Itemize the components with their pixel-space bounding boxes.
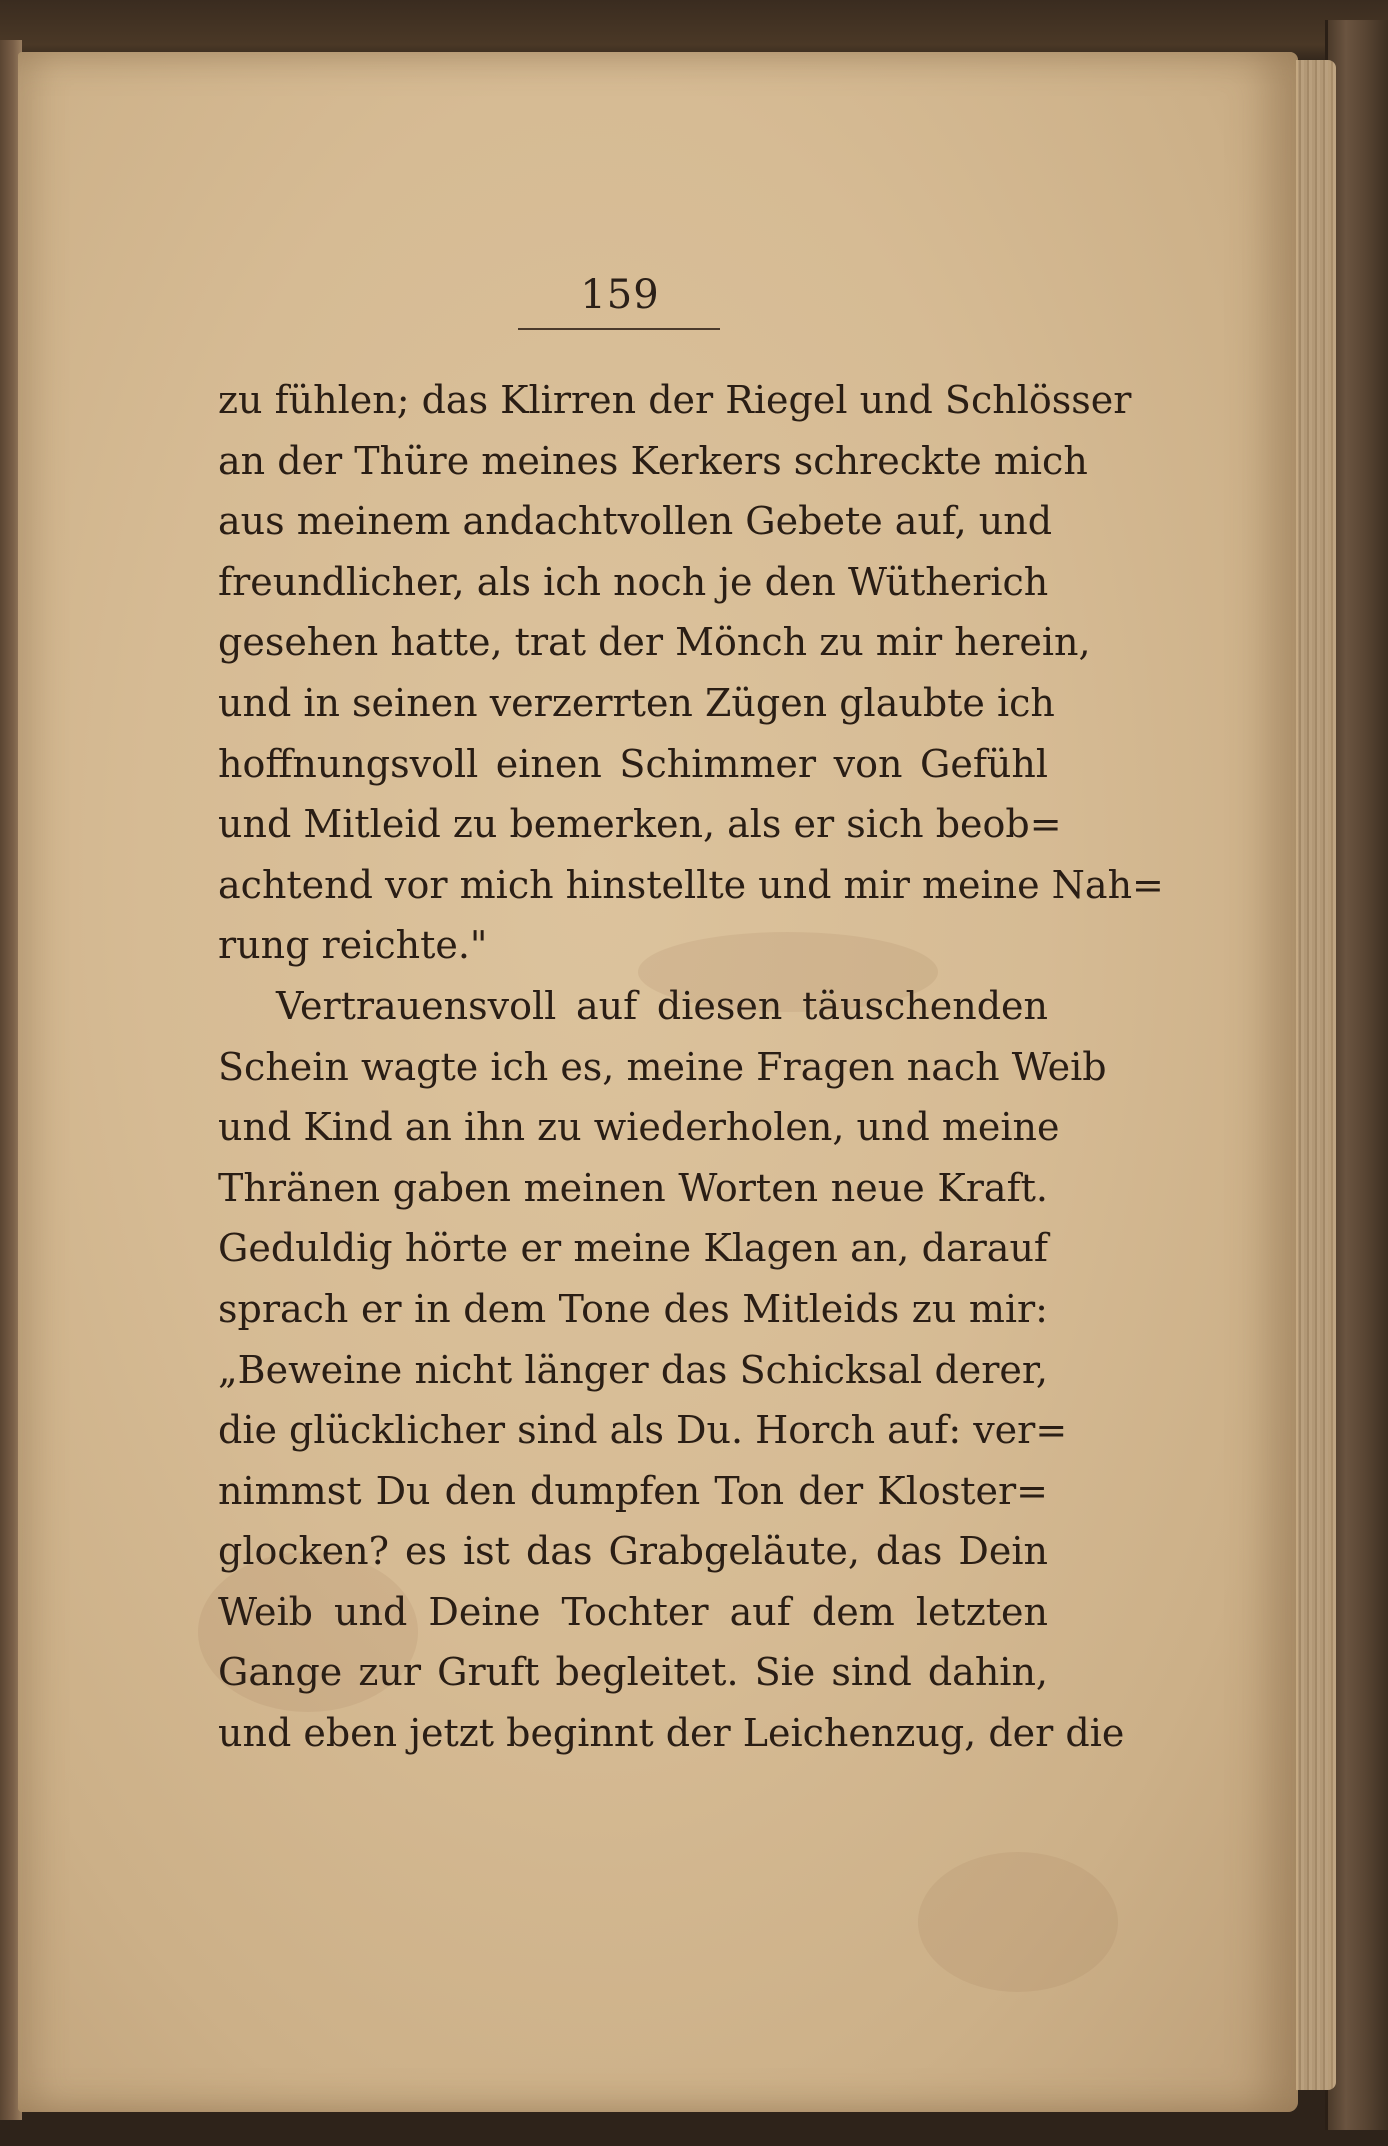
text-line: Geduldig hörte er meine Klagen an, darauf bbox=[218, 1226, 1048, 1271]
text-line: nimmst Du den dumpfen Ton der Kloster= bbox=[218, 1468, 1048, 1513]
text-line: glocken? es ist das Grabgeläute, das Dein bbox=[218, 1529, 1048, 1574]
text-line: „Beweine nicht länger das Schicksal derer, bbox=[218, 1347, 1048, 1392]
page-edges bbox=[1296, 60, 1336, 2090]
text-line: und eben jetzt beginnt der Leichenzug, der die bbox=[218, 1711, 1125, 1756]
paper-stain bbox=[918, 1852, 1118, 1992]
text-line: und Kind an ihn zu wiederholen, und meine bbox=[218, 1105, 1060, 1150]
text-line: freundlicher, als ich noch je den Wütherich bbox=[218, 559, 1049, 604]
text-line: rung reichte." bbox=[218, 923, 488, 968]
text-line: aus meinem andachtvollen Gebete auf, und bbox=[218, 499, 1053, 544]
text-line: hoffnungsvoll einen Schimmer von Gefühl bbox=[218, 741, 1048, 786]
body-text bbox=[218, 370, 1164, 1764]
header-rule bbox=[518, 328, 720, 330]
page-number: 159 bbox=[580, 272, 660, 318]
text-line: Thränen gaben meinen Worten neue Kraft. bbox=[218, 1165, 1048, 1210]
text-line: sprach er in dem Tone des Mitleids zu mir: bbox=[218, 1286, 1048, 1331]
text-line: Schein wagte ich es, meine Fragen nach Weib bbox=[218, 1044, 1107, 1089]
text-line: gesehen hatte, trat der Mönch zu mir herein, bbox=[218, 620, 1091, 665]
text-line: an der Thüre meines Kerkers schreckte mich bbox=[218, 438, 1088, 483]
text-line: achtend vor mich hinstellte und mir meine Nah= bbox=[218, 862, 1164, 907]
text-line: Gange zur Gruft begleitet. Sie sind dahin, bbox=[218, 1650, 1048, 1695]
text-line: und in seinen verzerrten Zügen glaubte ich bbox=[218, 680, 1055, 725]
text-line: die glücklicher sind als Du. Horch auf: ver= bbox=[218, 1408, 1068, 1453]
text-line: und Mitleid zu bemerken, als er sich beob= bbox=[218, 802, 1062, 847]
text-line: Weib und Deine Tochter auf dem letzten bbox=[218, 1589, 1048, 1634]
text-line: zu fühlen; das Klirren der Riegel und Schlösser bbox=[218, 378, 1132, 422]
text-line: Vertrauensvoll auf diesen täuschenden bbox=[276, 983, 1048, 1028]
